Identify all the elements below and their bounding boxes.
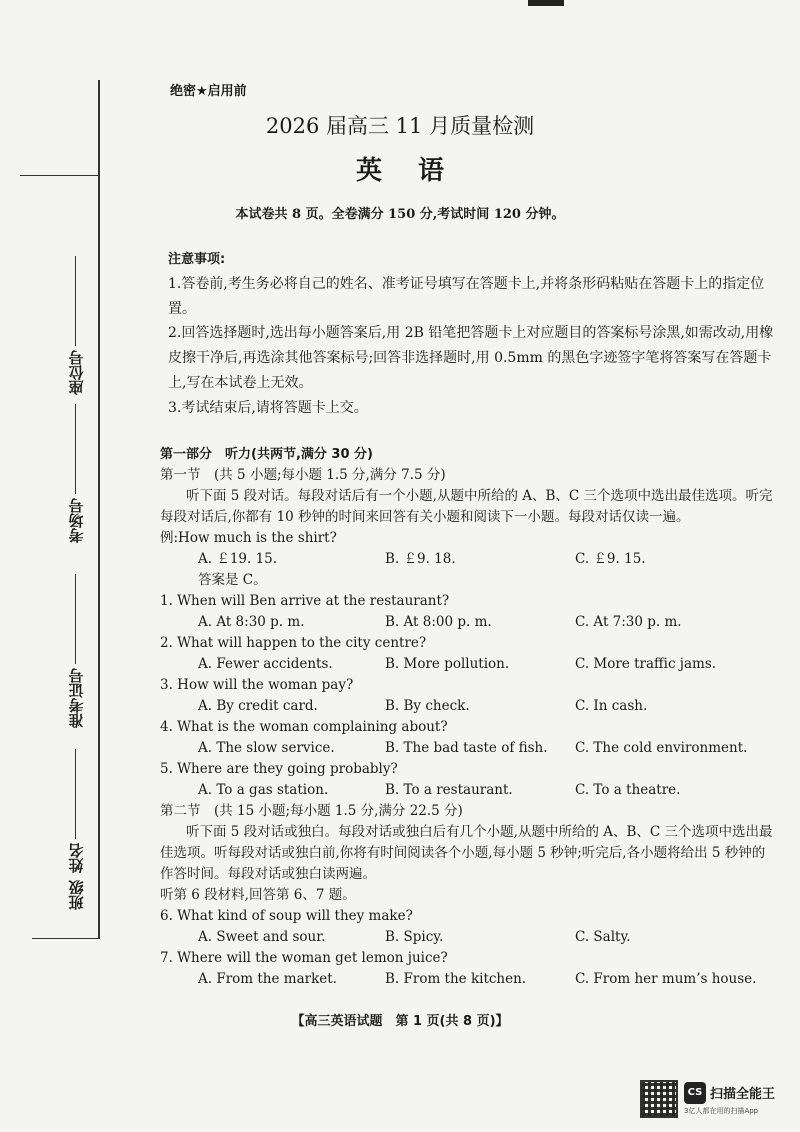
example-option-a: A. ￡19. 15. [198, 551, 278, 567]
q4-option-b: B. The bad taste of fish. [385, 740, 548, 756]
page-footer: 【高三英语试题 第 1 页(共 8 页)】 [291, 1014, 509, 1029]
question-6: 6. What kind of soup will they make? [160, 908, 413, 924]
question-6-options [160, 927, 780, 948]
question-3-options [160, 696, 780, 717]
scanner-watermark [640, 1080, 790, 1120]
q2-option-c: C. More traffic jams. [575, 656, 717, 672]
seat-field [56, 252, 96, 395]
scanner-tagline: 3亿人都在用的扫描App [684, 1107, 759, 1115]
class-field [56, 880, 96, 910]
question-2-options [160, 654, 780, 675]
exam-room-label: 考场号 [67, 498, 86, 543]
material-6-intro: 听第 6 段材料,回答第 6、7 题。 [160, 887, 356, 903]
q1-option-a: A. At 8:30 p. m. [198, 614, 305, 630]
section2-heading: 第二节 (共 15 小题;每小题 1.5 分,满分 22.5 分) [160, 803, 463, 819]
question-1-options [160, 612, 780, 633]
note-item-1: 1.答卷前,考生务必将自己的姓名、准考证号填写在答题卡上,并将条形码粘贴在答题卡上的指定位置。 [168, 276, 765, 317]
q7-option-b: B. From the kitchen. [385, 971, 527, 987]
seat-blank [76, 256, 77, 346]
exam-room-field [56, 400, 96, 543]
qr-code-icon [640, 1080, 678, 1118]
q1-option-c: C. At 7:30 p. m. [575, 614, 682, 630]
q6-option-b: B. Spicy. [385, 929, 444, 945]
q3-option-c: C. In cash. [575, 698, 648, 714]
part1-heading: 第一部分 听力(共两节,满分 30 分) [160, 447, 373, 462]
exam-subject: 英语 [355, 156, 480, 186]
camscanner-logo: CS [684, 1082, 706, 1104]
example-options [160, 549, 780, 570]
q5-option-b: B. To a restaurant. [385, 782, 513, 798]
ticket-label: 准考证号 [67, 668, 86, 728]
ticket-field [56, 570, 96, 728]
confidential-mark: 绝密★启用前 [170, 84, 247, 99]
q5-option-c: C. To a theatre. [575, 782, 681, 798]
binding-fields [56, 190, 96, 930]
q2-option-a: A. Fewer accidents. [198, 656, 333, 672]
notes-heading: 注意事项: [168, 252, 226, 267]
listening-part [160, 444, 780, 990]
scanner-app-name: 扫描全能王 [710, 1087, 776, 1102]
example-answer: 答案是 C。 [198, 572, 267, 588]
name-label: 姓名 [67, 843, 86, 873]
example-option-b: B. ￡9. 18. [385, 551, 456, 567]
question-7-options [160, 969, 780, 990]
class-label: 班级 [67, 880, 86, 910]
question-2: 2. What will happen to the city centre? [160, 635, 427, 651]
question-5-options [160, 780, 780, 801]
ticket-blank [76, 574, 77, 664]
q4-option-c: C. The cold environment. [575, 740, 748, 756]
q3-option-b: B. By check. [385, 698, 470, 714]
section2-instructions: 听下面 5 段对话或独白。每段对话或独白后有几个小题,从题中所给的 A、B、C 三个选项中选出最佳选项。听每段对话或独白前,你将有时间阅读各个小题,每小题 5 秒钟;听完后,各小题将给出 5 秒钟的作答时间。每段对话或独白读两遍。 [160, 824, 773, 882]
question-3: 3. How will the woman pay? [160, 677, 354, 693]
exam-title: 2026 届高三 11 月质量检测 [265, 114, 535, 138]
q7-option-c: C. From her mum’s house. [575, 971, 757, 987]
name-blank [76, 749, 77, 839]
q3-option-a: A. By credit card. [198, 698, 318, 714]
example-option-c: C. ￡9. 15. [575, 551, 646, 567]
section1-heading: 第一节 (共 5 小题;每小题 1.5 分,满分 7.5 分) [160, 467, 446, 483]
question-1: 1. When will Ben arrive at the restaurant? [160, 593, 450, 609]
binding-line-bottom [32, 938, 100, 939]
note-item-2: 2.回答选择题时,选出每小题答案后,用 2B 铅笔把答题卡上对应题目的答案标号涂黑,如需改动,用橡皮擦干净后,再选涂其他答案标号;回答非选择题时,用 0.5mm 的黑色字迹签字笔将答案写在答题卡上,写在本试卷上无效。 [168, 325, 774, 391]
exam-room-blank [76, 404, 77, 494]
question-4-options [160, 738, 780, 759]
example-question: 例:How much is the shirt? [160, 530, 337, 546]
q6-option-a: A. Sweet and sour. [198, 929, 326, 945]
name-field [56, 745, 96, 873]
exam-description: 本试卷共 8 页。全卷满分 150 分,考试时间 120 分钟。 [235, 207, 565, 222]
question-7: 7. Where will the woman get lemon juice? [160, 950, 448, 966]
q1-option-b: B. At 8:00 p. m. [385, 614, 492, 630]
top-edge-mark [528, 0, 564, 6]
note-item-3: 3.考试结束后,请将答题卡上交。 [168, 400, 368, 416]
q2-option-b: B. More pollution. [385, 656, 510, 672]
section1-instructions: 听下面 5 段对话。每段对话后有一个小题,从题中所给的 A、B、C 三个选项中选出最佳选项。听完每段对话后,你都有 10 秒钟的时间来回答有关小题和阅读下一小题。每段对话仅读一遍。 [160, 488, 773, 525]
question-5: 5. Where are they going probably? [160, 761, 398, 777]
seat-label: 座位号 [67, 350, 86, 395]
q5-option-a: A. To a gas station. [198, 782, 329, 798]
q7-option-a: A. From the market. [198, 971, 337, 987]
q6-option-c: C. Salty. [575, 929, 631, 945]
question-4: 4. What is the woman complaining about? [160, 719, 448, 735]
binding-line-main [98, 176, 100, 938]
q4-option-a: A. The slow service. [198, 740, 335, 756]
